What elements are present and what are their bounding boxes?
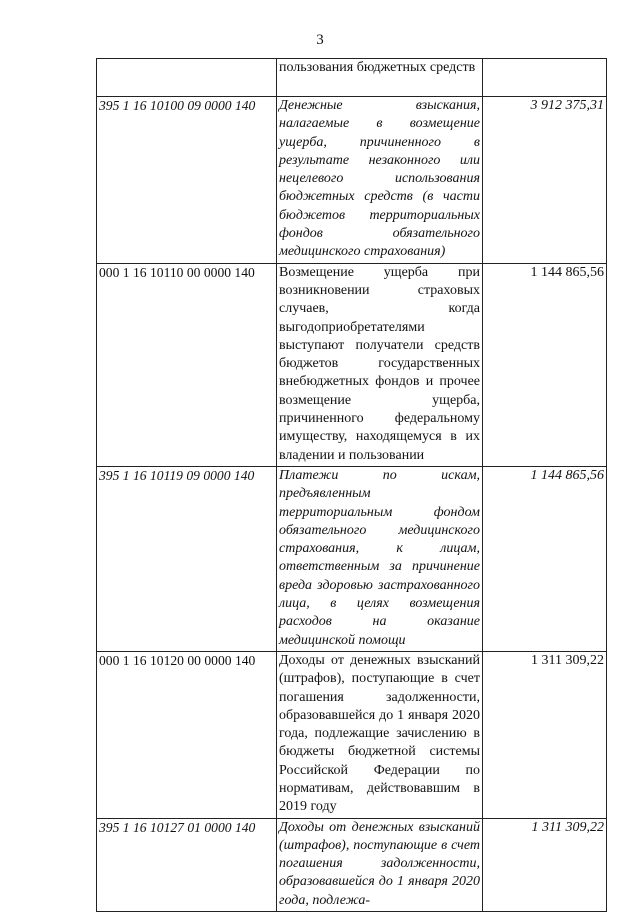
row-name: Денежные взыскания, налагаемые в возмещение ущерба, причиненного в результате незаконного или нецелевого использования бюджетных средств (в части бюджетов территориальных фондов обязательного медицинского страхования): [277, 97, 483, 264]
budget-table: [96, 58, 607, 912]
row-sum: 1 311 309,22: [483, 818, 607, 911]
row-name: Платежи по искам, предъявленным территориальным фондом обязательного медицинского страхования, к лицам, ответственным за причинение вреда здоровью застрахованного лица, в целях возмещения расходов на оказание медицинской помощи: [277, 466, 483, 651]
row-sum: 1 144 865,56: [483, 263, 607, 466]
row-name: Возмещение ущерба при возникновении страховых случаев, когда выгодоприобретателями выступают получатели средств бюджетов государственных внебюджетных фондов и прочее возмещение ущерба, причиненного федеральному имуществу, находящемуся в их владении и пользовании: [277, 263, 483, 466]
table-row: [97, 97, 607, 264]
table-row: [97, 651, 607, 818]
row-code: 000 1 16 10120 00 0000 140: [97, 651, 277, 818]
row-code: 000 1 16 10110 00 0000 140: [97, 263, 277, 466]
row-code: 395 1 16 10127 01 0000 140: [97, 818, 277, 911]
table-row: [97, 466, 607, 651]
row-code: 395 1 16 10100 09 0000 140: [97, 97, 277, 264]
row-sum: 1 144 865,56: [483, 466, 607, 651]
row-code: 395 1 16 10119 09 0000 140: [97, 466, 277, 651]
page-number: 3: [316, 32, 324, 48]
row-code: [97, 59, 277, 97]
table-row: [97, 263, 607, 466]
table-row: [97, 818, 607, 911]
row-sum: 3 912 375,31: [483, 97, 607, 264]
row-name: пользования бюджетных средств: [277, 59, 483, 97]
table-row: [97, 59, 607, 97]
row-name: Доходы от денежных взысканий (штрафов), поступающие в счет погашения задолженности, образовавшейся до 1 января 2020 года, подлежа-: [277, 818, 483, 911]
row-sum: 1 311 309,22: [483, 651, 607, 818]
row-sum: [483, 59, 607, 97]
row-name: Доходы от денежных взысканий (штрафов), поступающие в счет погашения задолженности, образовавшейся до 1 января 2020 года, подлежащие зачислению в бюджеты бюджетной системы Российской Федерации по нормативам, действовавшим в 2019 году: [277, 651, 483, 818]
